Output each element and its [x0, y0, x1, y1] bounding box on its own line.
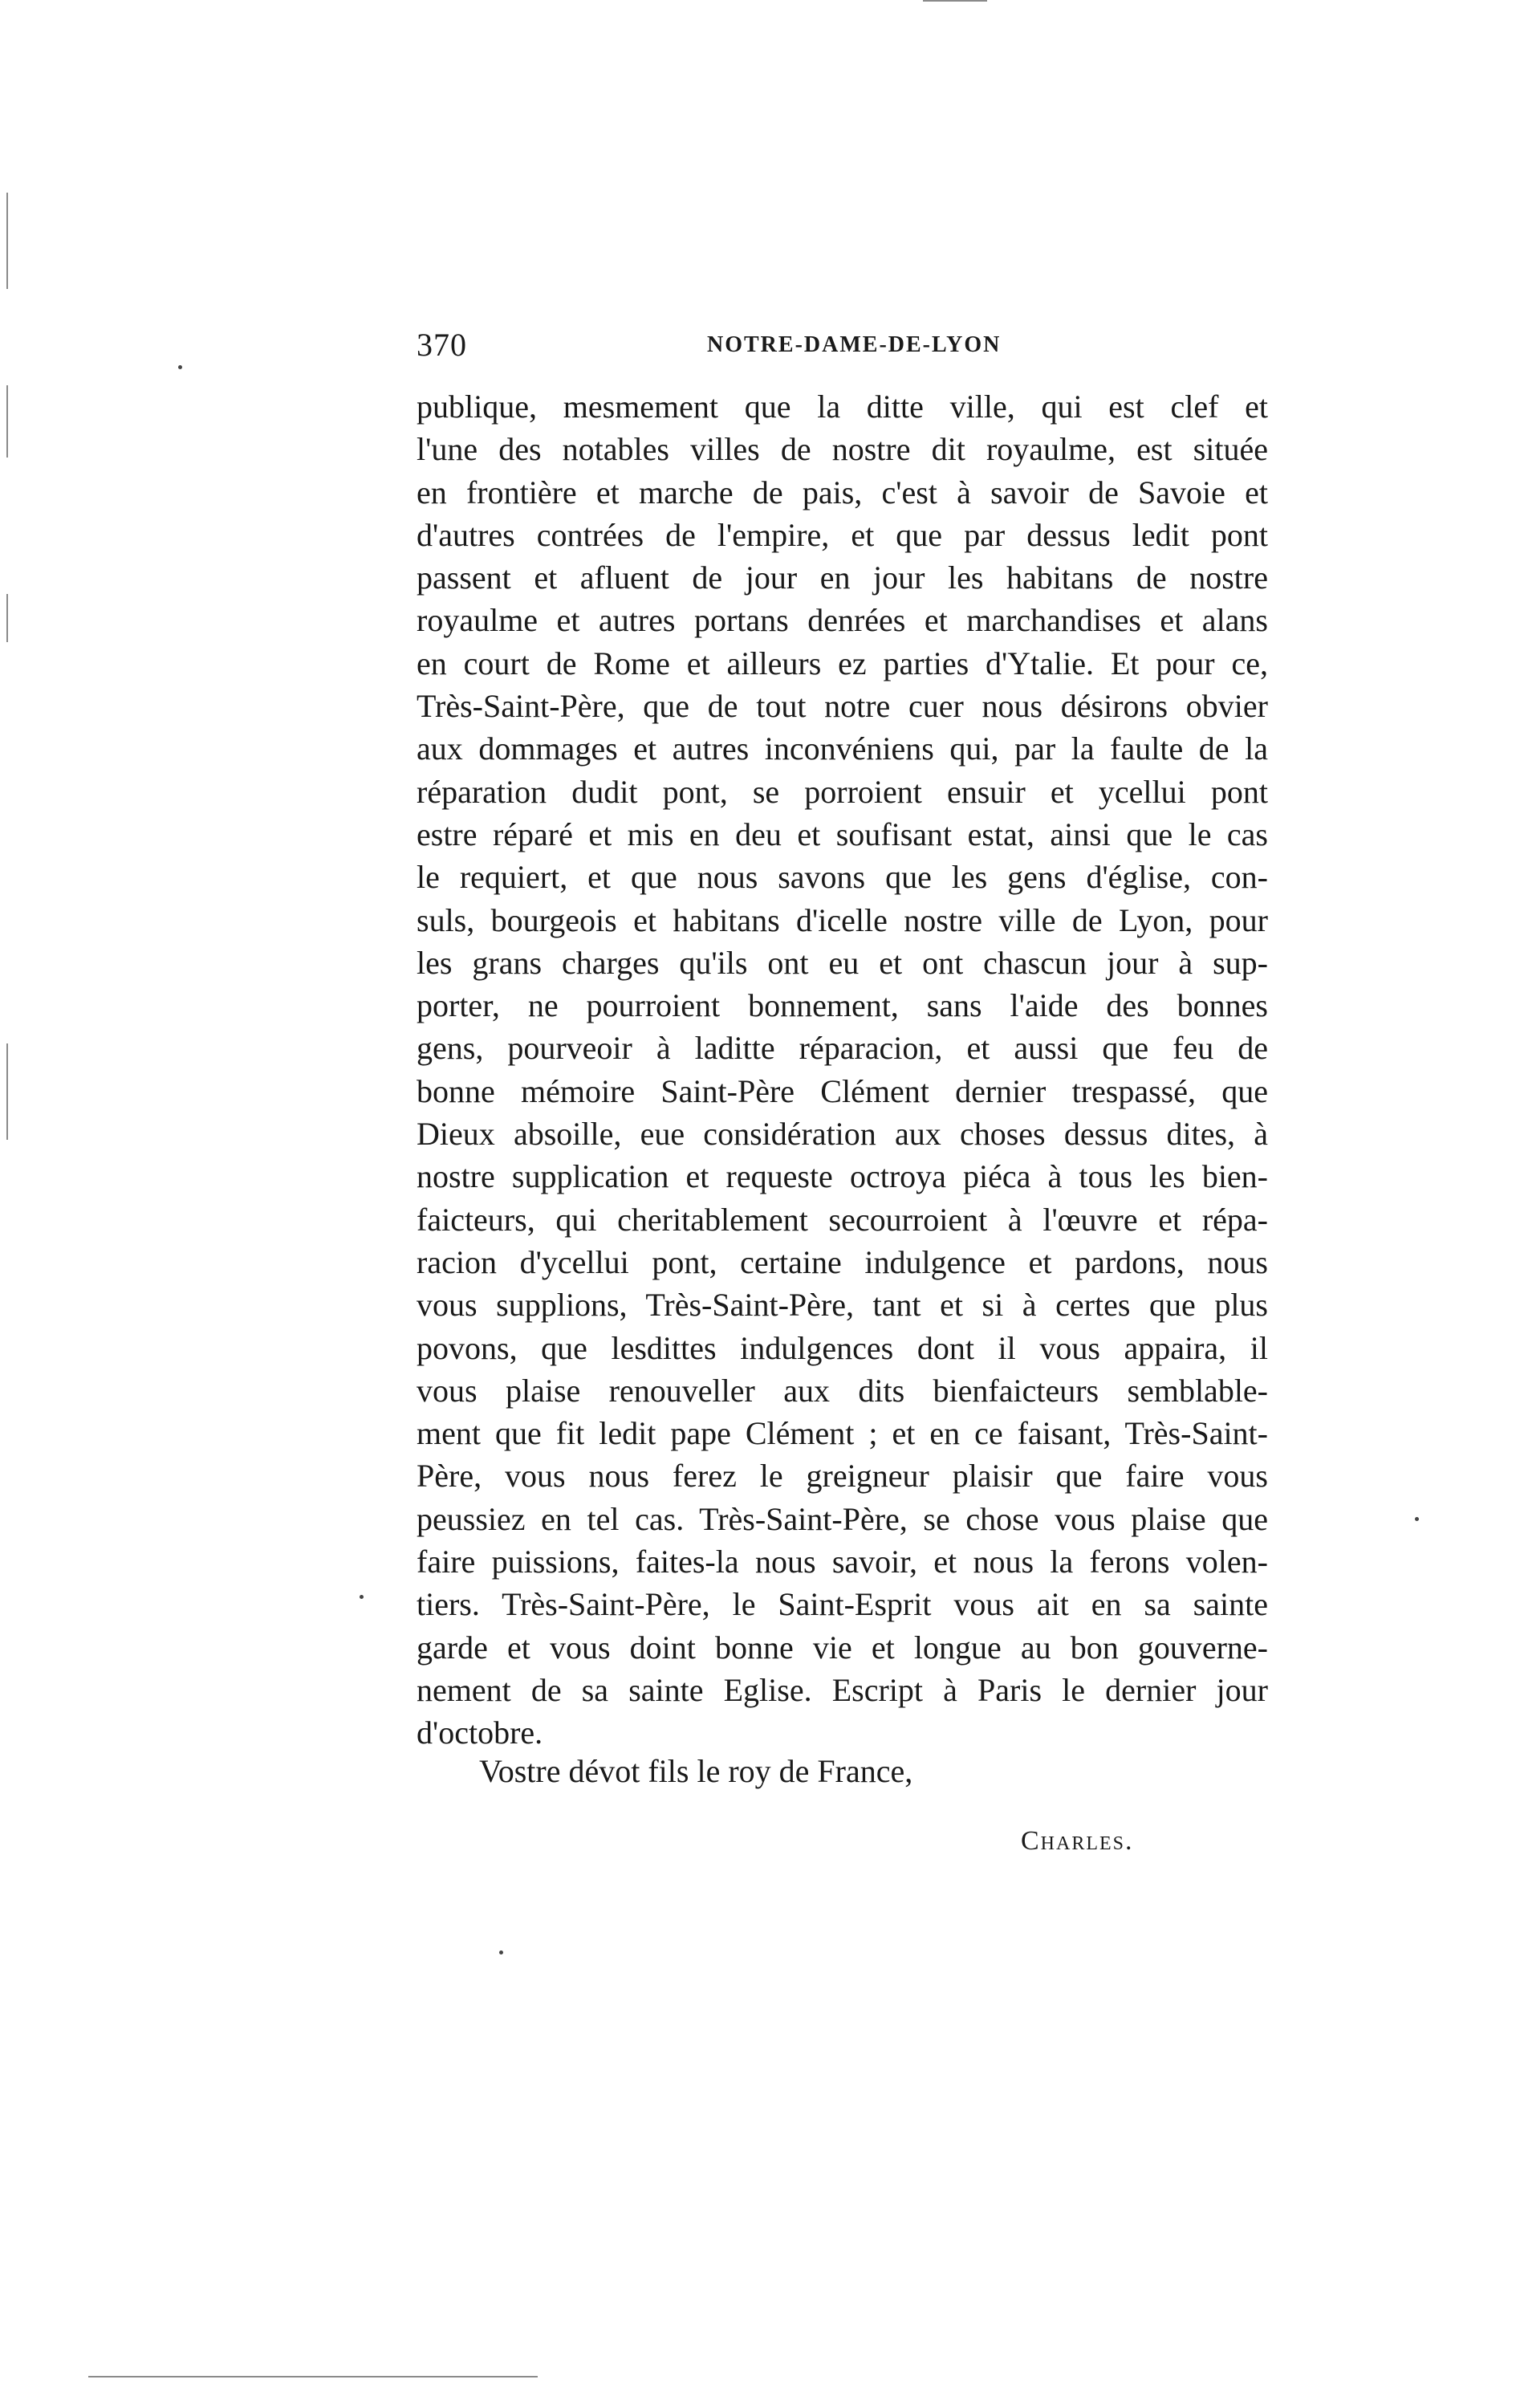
running-title: NOTRE-DAME-DE-LYON: [707, 332, 1002, 357]
text-line: nostre supplication et requeste octroya piéca à tous les bien-: [417, 1158, 1268, 1195]
scan-edge-mark: [6, 594, 8, 642]
text-line: Père, vous nous ferez le greigneur plaisir que faire vous: [417, 1458, 1268, 1495]
scan-edge-mark: [6, 385, 8, 458]
page-number: 370: [417, 327, 467, 363]
text-line: d'octobre.: [417, 1714, 543, 1751]
ink-speck: [360, 1595, 364, 1599]
text-line: suls, bourgeois et habitans d'icelle nostre ville de Lyon, pour: [417, 901, 1268, 938]
text-line: nement de sa sainte Eglise. Escript à Paris le dernier jour: [417, 1671, 1268, 1708]
running-head: [417, 323, 1283, 371]
text-line: vous plaise renouveller aux dits bienfaicteurs semblable-: [417, 1372, 1268, 1409]
scan-edge-mark: [6, 1043, 8, 1140]
scan-edge-mark: [88, 2376, 538, 2377]
signature: Charles.: [1021, 1826, 1134, 1856]
text-line: peussiez en tel cas. Très-Saint-Père, se chose vous plaise que: [417, 1500, 1268, 1537]
closing-salutation: Vostre dévot fils le roy de France,: [479, 1753, 913, 1789]
text-line: aux dommages et autres inconvéniens qui, par la faulte de la: [417, 730, 1268, 767]
text-line: garde et vous doint bonne vie et longue au bon gouverne-: [417, 1629, 1268, 1666]
text-line: faicteurs, qui cheritablement secourroient à l'œuvre et répa-: [417, 1201, 1268, 1238]
text-line: en court de Rome et ailleurs ez parties d'Ytalie. Et pour ce,: [417, 645, 1268, 681]
text-line: le requiert, et que nous savons que les gens d'église, con-: [417, 859, 1268, 896]
text-line: racion d'ycellui pont, certaine indulgence et pardons, nous: [417, 1243, 1268, 1280]
text-line: d'autres contrées de l'empire, et que par dessus ledit pont: [417, 516, 1268, 553]
scan-edge-mark: [923, 0, 987, 2]
text-line: en frontière et marche de pais, c'est à savoir de Savoie et: [417, 474, 1268, 510]
text-line: tiers. Très-Saint-Père, le Saint-Esprit vous ait en sa sainte: [417, 1586, 1268, 1623]
text-line: estre réparé et mis en deu et soufisant estat, ainsi que le cas: [417, 816, 1268, 852]
text-line: bonne mémoire Saint-Père Clément dernier trespassé, que: [417, 1072, 1268, 1109]
text-line: Dieux absoille, eue considération aux choses dessus dites, à: [417, 1116, 1268, 1153]
ink-speck: [499, 1950, 503, 1954]
text-line: ment que fit ledit pape Clément ; et en ce faisant, Très-Saint-: [417, 1415, 1268, 1452]
text-line: royaulme et autres portans denrées et marchandises et alans: [417, 602, 1268, 639]
text-line: publique, mesmement que la ditte ville, qui est clef et: [417, 388, 1268, 425]
text-line: l'une des notables villes de nostre dit royaulme, est située: [417, 431, 1268, 468]
text-line: passent et afluent de jour en jour les habitans de nostre: [417, 559, 1268, 596]
text-line: Très-Saint-Père, que de tout notre cuer nous désirons obvier: [417, 688, 1268, 725]
text-line: faire puissions, faites-la nous savoir, et nous la ferons volen-: [417, 1544, 1268, 1580]
text-line: povons, que lesdittes indulgences dont il vous appaira, il: [417, 1329, 1268, 1366]
text-line: réparation dudit pont, se porroient ensuir et ycellui pont: [417, 773, 1268, 810]
text-line: les grans charges qu'ils ont eu et ont chascun jour à sup-: [417, 944, 1268, 981]
text-line: porter, ne pourroient bonnement, sans l'aide des bonnes: [417, 987, 1268, 1024]
scan-edge-mark: [6, 193, 8, 289]
text-line: gens, pourveoir à laditte réparacion, et aussi que feu de: [417, 1030, 1268, 1067]
body-text: [417, 385, 1268, 1755]
ink-speck: [178, 365, 182, 369]
text-line: vous supplions, Très-Saint-Père, tant et si à certes que plus: [417, 1287, 1268, 1324]
ink-speck: [1415, 1517, 1419, 1521]
